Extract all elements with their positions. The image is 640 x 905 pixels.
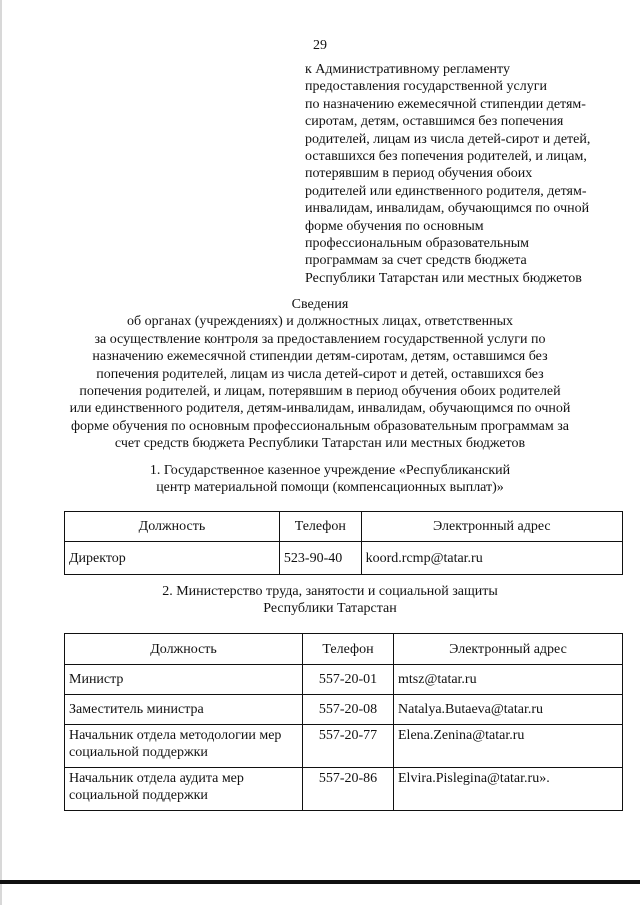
section2-title-line: 2. Министерство труда, занятости и социальной защиты: [162, 584, 498, 599]
cell-position: Директор: [65, 542, 280, 575]
cell-email: Elvira.Pislegina@tatar.ru».: [394, 768, 623, 811]
section2-title-line: Республики Татарстан: [263, 601, 397, 617]
appendix-reference: [305, 61, 625, 287]
heading-line: или единственного родителя, детям-инвалидам, инвалидам, обучающимся по очной: [69, 401, 571, 417]
cell-email: mtsz@tatar.ru: [394, 665, 623, 695]
appendix-line: форме обучения по основным: [305, 218, 484, 234]
appendix-line: родителей, лицам из числа детей-сирот и детей,: [305, 131, 591, 147]
header-email: Электронный адрес: [394, 634, 623, 665]
heading-line: назначению ежемесячной стипендии детям-сиротам, детям, оставшимся без: [92, 349, 548, 365]
heading-line: об органах (учреждениях) и должностных лицах, ответственных: [126, 314, 514, 330]
appendix-line: потерявшим в период обучения обоих: [305, 166, 533, 182]
cell-phone: 557-20-08: [303, 695, 394, 725]
page-number: 29: [313, 38, 327, 53]
cell-position: Начальник отдела методологии мер социальной поддержки: [65, 725, 303, 768]
table-header-row: [65, 512, 623, 542]
appendix-line: родителей или единственного родителя, детям-: [305, 183, 587, 199]
appendix-line: по назначению ежемесячной стипендии детям-: [305, 96, 586, 112]
cell-phone: 523-90-40: [279, 542, 361, 575]
table-row: [65, 725, 623, 768]
appendix-line: инвалидам, инвалидам, обучающимся по очной: [305, 201, 590, 217]
section2-title: [0, 583, 640, 618]
section1-title-line: 1. Государственное казенное учреждение «Республиканский: [149, 463, 511, 478]
heading-line: попечения родителей, и лицам, потерявшим в период обучения обоих родителей: [79, 384, 561, 400]
appendix-line: сиротам, детям, оставшимся без попечения: [305, 114, 564, 130]
cell-phone: 557-20-01: [303, 665, 394, 695]
heading-line: счет средств бюджета Республики Татарстан или местных бюджетов: [114, 436, 526, 452]
cell-email: koord.rcmp@tatar.ru: [361, 542, 622, 575]
table-row: [65, 695, 623, 725]
heading-line: попечения родителей, лицам из числа детей-сирот и детей, оставшихся без: [96, 366, 544, 382]
section1-title: [0, 462, 640, 497]
section1-contacts-table: [64, 511, 623, 575]
cell-phone: 557-20-77: [303, 725, 394, 768]
scan-edge-bottom: [0, 880, 640, 884]
heading-line: за осуществление контроля за предоставлением государственной услуги по: [94, 331, 546, 347]
heading-line: форме обучения по основным профессиональным образовательным программам за: [70, 418, 570, 434]
document-heading: [0, 296, 640, 453]
cell-email: Natalya.Butaeva@tatar.ru: [394, 695, 623, 725]
appendix-line: предоставления государственной услуги: [305, 79, 547, 95]
appendix-line: оставшихся без попечения родителей, и лицам,: [305, 149, 587, 165]
appendix-line: профессиональным образовательным: [305, 236, 530, 252]
table-row: [65, 665, 623, 695]
table-header-row: [65, 634, 623, 665]
cell-position: Министр: [65, 665, 303, 695]
cell-phone: 557-20-86: [303, 768, 394, 811]
heading-title: Сведения: [291, 297, 349, 312]
cell-position: Заместитель министра: [65, 695, 303, 725]
table-row: [65, 542, 623, 575]
header-position: Должность: [65, 512, 280, 542]
appendix-line: программам за счет средств бюджета: [305, 253, 527, 269]
cell-email: Elena.Zenina@tatar.ru: [394, 725, 623, 768]
cell-position: Начальник отдела аудита мер социальной поддержки: [65, 768, 303, 811]
appendix-line: Республики Татарстан или местных бюджетов: [305, 270, 582, 286]
section2-contacts-table: [64, 633, 623, 811]
header-phone: Телефон: [303, 634, 394, 665]
section1-title-line: центр материальной помощи (компенсационных выплат)»: [156, 480, 504, 496]
appendix-line: к Административному регламенту: [305, 62, 510, 77]
header-email: Электронный адрес: [361, 512, 622, 542]
header-position: Должность: [65, 634, 303, 665]
table-row: [65, 768, 623, 811]
header-phone: Телефон: [279, 512, 361, 542]
